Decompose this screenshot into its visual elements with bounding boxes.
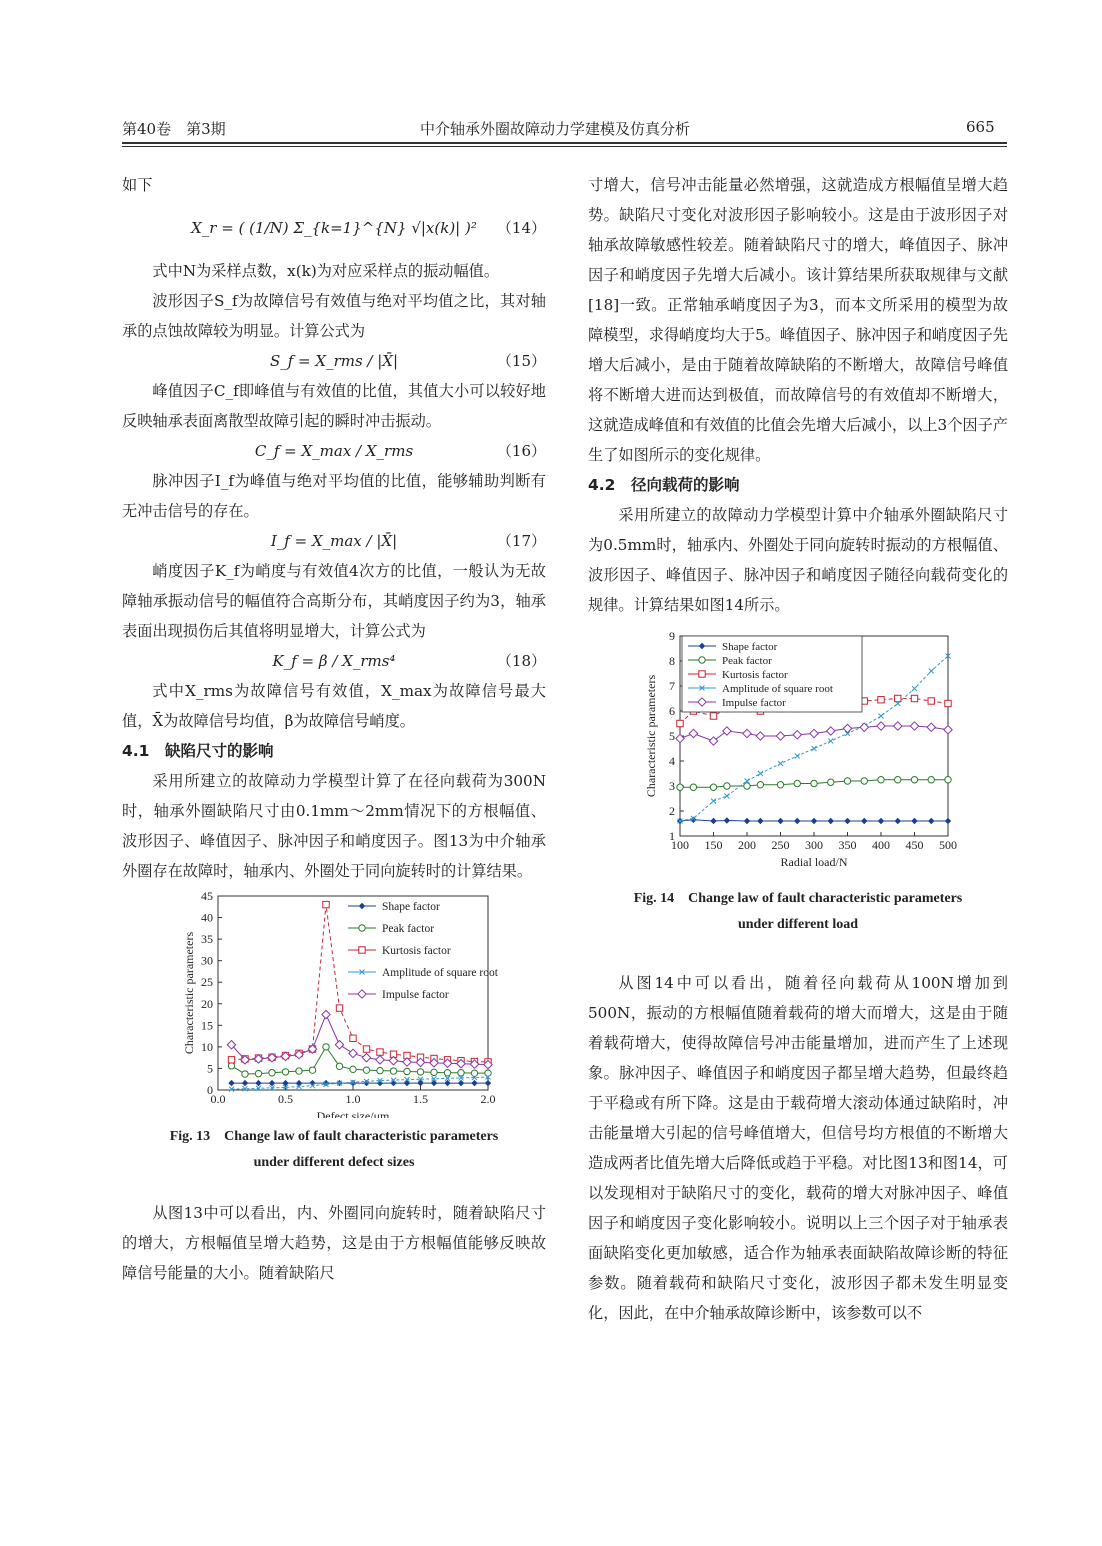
data-point bbox=[878, 697, 884, 703]
equation-number: （18） bbox=[496, 652, 546, 670]
y-tick-label: 5 bbox=[207, 1061, 213, 1076]
x-tick-label: 1.0 bbox=[345, 1092, 361, 1106]
data-point bbox=[336, 1063, 342, 1069]
data-point bbox=[794, 780, 800, 786]
data-point bbox=[911, 777, 917, 783]
data-point bbox=[242, 1071, 248, 1077]
data-point bbox=[945, 777, 951, 783]
legend-entry: Peak factor bbox=[722, 655, 772, 667]
data-point bbox=[878, 777, 884, 783]
figure-14 bbox=[588, 628, 1008, 878]
figure-13-chart bbox=[122, 888, 546, 1118]
equation-number: （15） bbox=[496, 352, 546, 370]
equation-14 bbox=[122, 200, 546, 256]
figure-14-chart bbox=[588, 628, 1008, 878]
x-tick-label: 350 bbox=[838, 838, 857, 852]
x-tick-label: 450 bbox=[905, 838, 924, 852]
paragraph: 采用所建立的故障动力学模型计算中介轴承外圈缺陷尺寸为0.5mm时，轴承内、外圈处于同向旋转时振动的方根幅值、波形因子、峰值因子、脉冲因子和峭度因子随径向载荷变化的规律。计算结果如图14所示。 bbox=[588, 506, 1008, 614]
y-tick-label: 5 bbox=[669, 729, 675, 743]
x-tick-label: 200 bbox=[738, 838, 756, 852]
data-point bbox=[323, 1044, 329, 1050]
data-point bbox=[309, 1067, 315, 1073]
header-rule bbox=[122, 142, 1007, 144]
data-point bbox=[945, 700, 951, 706]
data-point bbox=[458, 1070, 464, 1076]
data-point bbox=[377, 1067, 383, 1073]
data-point bbox=[444, 1070, 450, 1076]
equation-17 bbox=[122, 526, 546, 556]
x-tick-label: 500 bbox=[939, 838, 957, 852]
data-point bbox=[777, 782, 783, 788]
y-tick-label: 0 bbox=[207, 1083, 213, 1097]
paragraph: 如下 bbox=[122, 176, 153, 194]
data-point bbox=[710, 713, 716, 719]
data-point bbox=[710, 784, 716, 790]
y-tick-label: 25 bbox=[201, 975, 213, 990]
y-tick-label: 10 bbox=[201, 1039, 213, 1054]
legend-entry: Impulse factor bbox=[722, 697, 786, 709]
figure-13-caption-line2: under different defect sizes bbox=[253, 1155, 415, 1170]
x-tick-label: 250 bbox=[771, 838, 790, 852]
left-column bbox=[122, 170, 546, 1288]
legend-entry: Shape factor bbox=[722, 641, 778, 653]
paragraph: 脉冲因子I_f为峰值与绝对平均值的比值，能够辅助判断有无冲击信号的存在。 bbox=[122, 472, 546, 520]
section-heading-4-2: 4.2 径向载荷的影响 bbox=[588, 476, 740, 494]
legend-entry: Peak factor bbox=[382, 923, 435, 935]
legend-marker bbox=[359, 947, 365, 953]
data-point bbox=[677, 720, 683, 726]
paragraph: 式中N为采样点数，x(k)为对应采样点的振动幅值。 bbox=[152, 262, 500, 280]
data-point bbox=[677, 784, 683, 790]
equation-body: S_f = X_rms / |X̄| bbox=[269, 352, 399, 370]
data-point bbox=[911, 695, 917, 701]
data-point bbox=[861, 778, 867, 784]
legend-entry: Shape factor bbox=[382, 901, 440, 913]
data-point bbox=[228, 1063, 234, 1069]
x-axis-label: Defect size/μm bbox=[316, 1109, 390, 1118]
data-point bbox=[228, 1057, 234, 1063]
data-point bbox=[828, 779, 834, 785]
page-number: 665 bbox=[966, 118, 995, 136]
x-tick-label: 0.0 bbox=[210, 1092, 226, 1106]
data-point bbox=[377, 1049, 383, 1055]
data-point bbox=[363, 1067, 369, 1073]
data-point bbox=[363, 1046, 369, 1052]
paragraph: 峭度因子K_f为峭度与有效值4次方的比值，一般认为无故障轴承振动信号的幅值符合高斯分布，其峭度因子约为3，轴承表面出现损伤后其值将明显增大，计算公式为 bbox=[122, 562, 546, 640]
y-tick-label: 2 bbox=[669, 804, 675, 818]
right-column bbox=[588, 170, 1008, 1328]
y-tick-label: 1 bbox=[669, 829, 675, 843]
y-axis-label: Characteristic parameters bbox=[644, 674, 658, 798]
x-tick-label: 100 bbox=[671, 838, 689, 852]
data-point bbox=[336, 1005, 342, 1011]
data-point bbox=[724, 783, 730, 789]
data-point bbox=[390, 1068, 396, 1074]
x-tick-label: 0.5 bbox=[278, 1092, 293, 1106]
data-point bbox=[269, 1070, 275, 1076]
y-tick-label: 45 bbox=[201, 889, 213, 903]
legend-entry: Kurtosis factor bbox=[722, 669, 788, 681]
equation-15 bbox=[122, 346, 546, 376]
figure-13 bbox=[122, 888, 546, 1118]
data-point bbox=[431, 1069, 437, 1075]
data-point bbox=[690, 784, 696, 790]
equation-body: I_f = X_max / |X̄| bbox=[270, 532, 398, 550]
equation-16 bbox=[122, 436, 546, 466]
legend-marker bbox=[699, 657, 705, 663]
x-tick-label: 1.5 bbox=[413, 1092, 428, 1106]
y-tick-label: 30 bbox=[201, 953, 213, 968]
equation-number: （16） bbox=[496, 442, 546, 460]
figure-14-caption-line1: Fig. 14 Change law of fault characteristic parameters bbox=[633, 891, 963, 906]
paragraph: 从图13中可以看出，内、外圈同向旋转时，随着缺陷尺寸的增大，方根幅值呈增大趋势，这是由于方根幅值能够反映故障信号能量的大小。随着缺陷尺 bbox=[122, 1204, 546, 1282]
paragraph: 峰值因子C_f即峰值与有效值的比值，其值大小可以较好地反映轴承表面离散型故障引起的瞬时冲击振动。 bbox=[122, 382, 546, 430]
equation-number: （14） bbox=[496, 219, 546, 237]
data-point bbox=[282, 1069, 288, 1075]
y-tick-label: 4 bbox=[669, 754, 675, 768]
equation-body: X_r = ( (1/N) Σ_{k=1}^{N} √|x(k)| )² bbox=[191, 219, 477, 237]
y-tick-label: 6 bbox=[669, 704, 675, 718]
data-point bbox=[895, 777, 901, 783]
equation-18 bbox=[122, 646, 546, 676]
legend-marker bbox=[699, 671, 705, 677]
data-point bbox=[296, 1068, 302, 1074]
paragraph: 波形因子S_f为故障信号有效值与绝对平均值之比，其对轴承的点蚀故障较为明显。计算公式为 bbox=[122, 292, 546, 340]
paragraph: 寸增大，信号冲击能量必然增强，这就造成方根幅值呈增大趋势。缺陷尺寸变化对波形因子影响较小。这是由于波形因子对轴承故障敏感性较差。随着缺陷尺寸的增大，峰值因子、脉冲因子和峭度因子先增大后减小。该计算结果所获取规律与文献[18]一致。正常轴承峭度因子为3，而本文所采用的模型为故障模型，求得峭度均大于5。峰值因子、脉冲因子和峭度因子先增大后减小，是由于随着故障缺陷的不断增大，故障信号峰值将不断增大进而达到极值，而故障信号的有效值却不断增大，这就造成峰值和有效值的比值会先增大后减小，以上3个因子产生了如图所示的变化规律。 bbox=[588, 176, 1008, 464]
equation-body: C_f = X_max / X_rms bbox=[254, 442, 414, 460]
data-point bbox=[255, 1070, 261, 1076]
legend-entry: Kurtosis factor bbox=[382, 945, 451, 957]
legend-entry: Impulse factor bbox=[382, 989, 449, 1001]
paragraph: 采用所建立的故障动力学模型计算了在径向载荷为300N时，轴承外圈缺陷尺寸由0.1mm～2mm情况下的方根幅值、波形因子、峰值因子、脉冲因子和峭度因子。图13为中介轴承外圈存在故障时，轴承内、外圈处于同向旋转时的计算结果。 bbox=[122, 772, 546, 880]
running-header-title: 中介轴承外圈故障动力学建模及仿真分析 bbox=[420, 120, 691, 138]
running-header-volume: 第40卷 第3期 bbox=[122, 120, 226, 138]
y-tick-label: 8 bbox=[669, 654, 675, 668]
paragraph: 从图14中可以看出，随着径向载荷从100N增加到500N，振动的方根幅值随着载荷的增大而增大，这是由于随着载荷增大，使得故障信号冲击能量增加，进而产生了上述现象。脉冲因子、峰值因子和峭度因子都呈增大趋势，但最终趋于平稳或有所下降。这是由于载荷增大滚动体通过缺陷时，冲击能量增大引起的信号峰值增大，但信号均方根值的不断增大造成两者比值先增大后降低或趋于平稳。对比图13和图14，可以发现相对于缺陷尺寸的变化，载荷的增大对脉冲因子、峰值因子和峭度因子变化影响较小。说明以上三个因子对于轴承表面缺陷变化更加敏感，适合作为轴承表面缺陷故障诊断的特征参数。随着载荷和缺陷尺寸变化，波形因子都未发生明显变化，因此，在中介轴承故障诊断中，该参数可以不 bbox=[588, 974, 1008, 1322]
data-point bbox=[811, 780, 817, 786]
data-point bbox=[417, 1069, 423, 1075]
y-tick-label: 15 bbox=[201, 1018, 213, 1033]
x-tick-label: 2.0 bbox=[480, 1092, 496, 1106]
y-tick-label: 40 bbox=[201, 910, 213, 925]
equation-number: （17） bbox=[496, 532, 546, 550]
equation-body: K_f = β / X_rms⁴ bbox=[272, 652, 396, 670]
data-point bbox=[350, 1066, 356, 1072]
x-axis-label: Radial load/N bbox=[780, 855, 848, 869]
data-point bbox=[928, 698, 934, 704]
paragraph: 式中X_rms为故障信号有效值，X_max为故障信号最大值，X̄为故障信号均值，β为故障信号峭度。 bbox=[122, 682, 546, 730]
data-point bbox=[404, 1068, 410, 1074]
data-point bbox=[757, 782, 763, 788]
data-point bbox=[928, 777, 934, 783]
x-tick-label: 300 bbox=[805, 838, 823, 852]
y-tick-label: 20 bbox=[201, 996, 213, 1011]
y-tick-label: 3 bbox=[669, 779, 675, 793]
x-tick-label: 150 bbox=[704, 838, 723, 852]
y-tick-label: 35 bbox=[201, 932, 213, 947]
y-axis-label: Characteristic parameters bbox=[182, 931, 196, 1055]
legend-entry: Amplitude of square root bbox=[382, 967, 498, 979]
data-point bbox=[350, 1035, 356, 1041]
section-heading-4-1: 4.1 缺陷尺寸的影响 bbox=[122, 742, 274, 760]
figure-14-caption-line2: under different load bbox=[737, 917, 859, 932]
legend-entry: Amplitude of square root bbox=[722, 683, 833, 695]
legend-marker bbox=[359, 925, 365, 931]
figure-13-caption-line1: Fig. 13 Change law of fault characteristic parameters bbox=[169, 1129, 499, 1144]
x-tick-label: 400 bbox=[872, 838, 890, 852]
y-tick-label: 9 bbox=[669, 629, 675, 643]
y-tick-label: 7 bbox=[669, 679, 675, 693]
header-rule-thin bbox=[122, 146, 1007, 147]
data-point bbox=[323, 901, 329, 907]
data-point bbox=[844, 778, 850, 784]
